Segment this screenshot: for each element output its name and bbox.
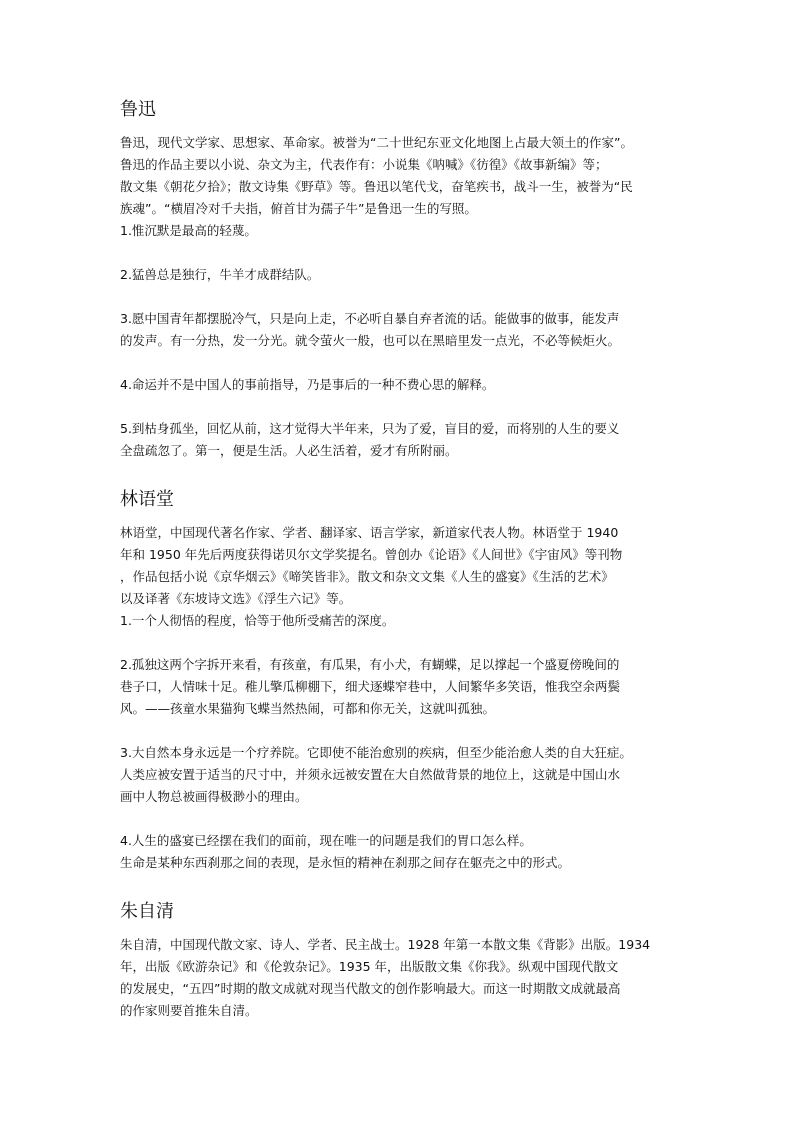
quote-line: 巷子口，人情味十足。稚儿擎瓜柳棚下，细犬逐蝶窄巷中，人间繁华多笑语，惟我空余两鬓: [120, 679, 621, 694]
intro-line: 族魂”。“横眉冷对千夫指，俯首甘为孺子牛”是鲁迅一生的写照。: [120, 201, 477, 216]
section-intro: [120, 132, 695, 220]
intro-line: 朱自清，中国现代散文家、诗人、学者、民主战士。1928 年第一本散文集《背影》出版。1934: [120, 937, 651, 952]
intro-line: 鲁迅，现代文学家、思想家、革命家。被誉为“二十世纪东亚文化地图上占最大领土的作家”。: [120, 135, 633, 150]
intro-line: 散文集《朝花夕拾》；散文诗集《野草》等。鲁迅以笔代戈，奋笔疾书，战斗一生，被誉为“民: [120, 179, 633, 194]
intro-line: 的作家则要首推朱自清。: [120, 1003, 258, 1018]
intro-line: 鲁迅的作品主要以小说、杂文为主，代表作有：小说集《呐喊》《彷徨》《故事新编》等；: [120, 157, 608, 172]
intro-line: 年，出版《欧游杂记》和《伦敦杂记》。1935 年，出版散文集《你我》。纵观中国现代散文: [120, 959, 619, 974]
intro-line: 年和 1950 年先后两度获得诺贝尔文学奖提名。曾创办《论语》《人间世》《宇宙风》等刊物: [120, 547, 623, 562]
quote-line: 的发声。有一分热，发一分光。就令萤火一般，也可以在黑暗里发一点光，不必等候炬火。: [120, 333, 621, 348]
quote-line: 1.惟沉默是最高的轻蔑。: [120, 223, 257, 238]
quote-line: 3.大自然本身永远是一个疗养院。它即使不能治愈别的疾病，但至少能治愈人类的自大狂症。: [120, 745, 632, 760]
section-lu-xun: [120, 98, 695, 462]
quote-line: 画中人物总被画得极渺小的理由。: [120, 789, 308, 804]
quote-line: 全盘疏忽了。第一，便是生活。人必生活着，爱才有所附丽。: [120, 443, 458, 458]
quote-item: [120, 264, 695, 286]
quote-item: [120, 742, 695, 808]
quote-item: [120, 418, 695, 462]
section-zhu-ziqing: [120, 900, 695, 1022]
quote-item: [120, 308, 695, 352]
quote-item: [120, 374, 695, 396]
quote-line: 2.猛兽总是独行，牛羊才成群结队。: [120, 267, 320, 282]
section-heading: 林语堂: [120, 489, 174, 510]
quote-line: 4.人生的盛宴已经摆在我们的面前，现在唯一的问题是我们的胃口怎么样。: [120, 833, 532, 848]
quote-line: 风。——孩童水果猫狗飞蝶当然热闹，可都和你无关，这就叫孤独。: [120, 701, 496, 716]
section-intro: [120, 934, 695, 1022]
quote-line: 5.到枯身孤坐，回忆从前，这才觉得大半年来，只为了爱，盲目的爱，而将别的人生的要义: [120, 421, 620, 436]
quote-item: [120, 610, 695, 632]
quote-line: 4.命运并不是中国人的事前指导，乃是事后的一种不费心思的解释。: [120, 377, 495, 392]
section-intro: [120, 522, 695, 610]
quote-line: 人类应被安置于适当的尺寸中，并须永远被安置在大自然做背景的地位上，这就是中国山水: [120, 767, 621, 782]
quote-line: 3.愿中国青年都摆脱冷气，只是向上走，不必听自暴自弃者流的话。能做事的做事，能发声: [120, 311, 620, 326]
quote-item: [120, 220, 695, 242]
quote-line: 2.孤独这两个字拆开来看，有孩童，有瓜果，有小犬，有蝴蝶，足以撑起一个盛夏傍晚间的: [120, 657, 620, 672]
section-heading: 鲁迅: [120, 99, 156, 120]
section-heading: 朱自清: [120, 901, 174, 922]
quote-item: [120, 830, 695, 874]
intro-line: 林语堂，中国现代著名作家、学者、翻译家、语言学家，新道家代表人物。林语堂于 1940: [120, 525, 619, 540]
intro-line: 的发展史，“五四”时期的散文成就对现当代散文的创作影响最大。而这一时期散文成就最高: [120, 981, 621, 996]
quote-line: 生命是某种东西刹那之间的表现，是永恒的精神在刹那之间存在躯壳之中的形式。: [120, 855, 571, 870]
quote-line: 1.一个人彻悟的程度，恰等于他所受痛苦的深度。: [120, 613, 395, 628]
section-lin-yutang: [120, 488, 695, 874]
quote-item: [120, 654, 695, 720]
document-page: [120, 98, 695, 1022]
intro-line: 以及译著《东坡诗文选》《浮生六记》等。: [120, 591, 352, 606]
intro-line: ，作品包括小说《京华烟云》《啼笑皆非》。散文和杂文文集《人生的盛宴》《生活的艺术》: [120, 569, 614, 584]
